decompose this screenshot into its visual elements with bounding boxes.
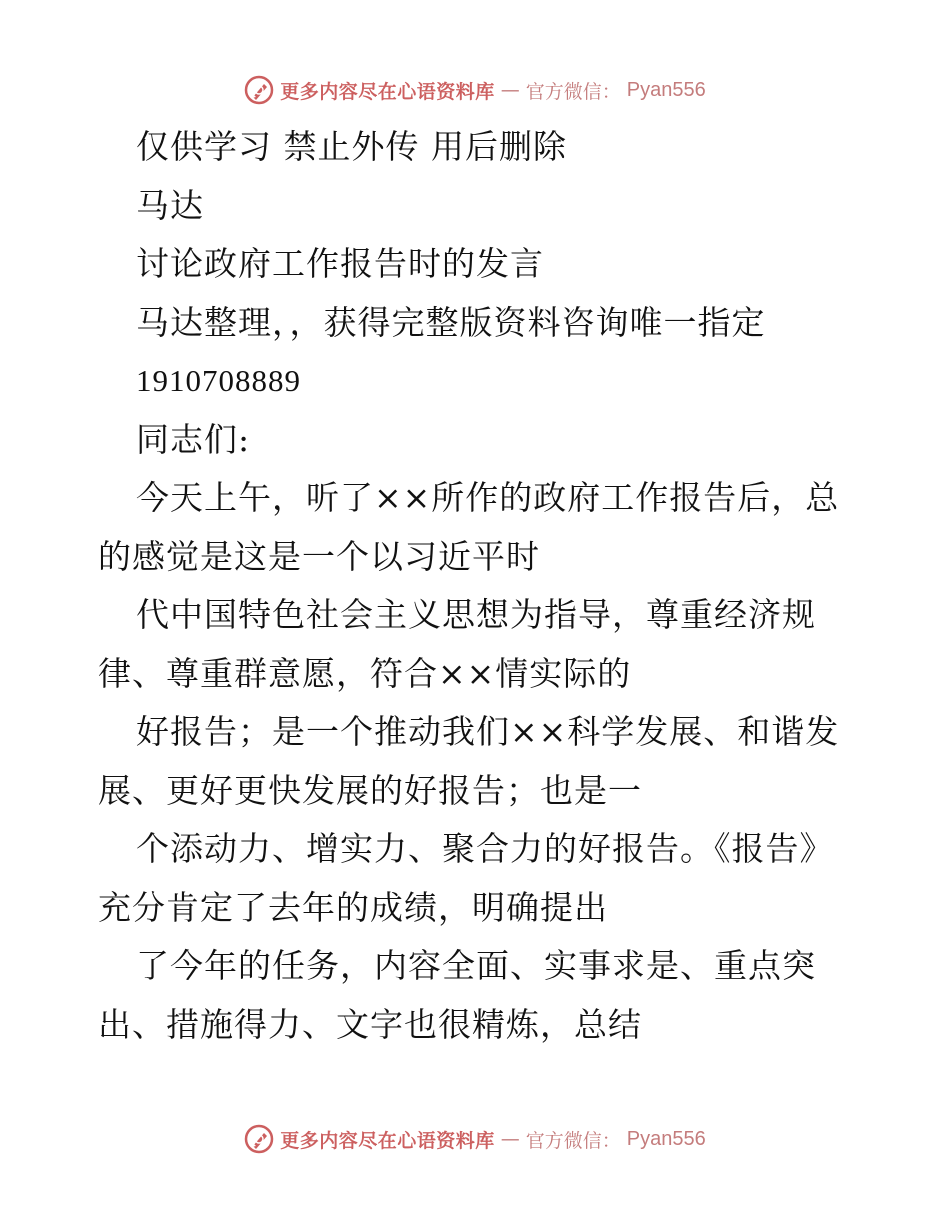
header-separator: — [500, 79, 520, 101]
footer-separator: — [500, 1128, 520, 1150]
paragraph-line: 今天上午，听了××所作的政府工作报告后，总 [136, 478, 840, 517]
paragraph-line: 律、尊重群意愿，符合××情实际的 [98, 653, 632, 693]
paragraph-line: 展、更好更快发展的好报告；也是一 [98, 770, 642, 810]
notice-line: 仅供学习 禁止外传 用后删除 [136, 127, 567, 166]
salutation: 同志们: [136, 419, 251, 459]
footer-wechat-label: 官方微信： [525, 1129, 621, 1152]
document-title: 讨论政府工作报告时的发言 [136, 244, 544, 283]
paragraph-line: 出、措施得力、文字也很精炼，总结 [98, 1004, 642, 1044]
contact-number: 1910708889 [136, 363, 301, 398]
header-site-text: 更多内容尽在心语资料库 [280, 80, 495, 103]
paragraph-line: 的感觉是这是一个以习近平时 [98, 536, 540, 576]
footer-wechat-id: Pyan556 [626, 1127, 706, 1150]
pen-logo-icon [244, 1124, 274, 1154]
footer-watermark [0, 1119, 950, 1159]
header-wechat-label: 官方微信： [525, 80, 621, 103]
footer-site-text: 更多内容尽在心语资料库 [280, 1129, 495, 1152]
paragraph-line: 代中国特色社会主义思想为指导，尊重经济规 [136, 595, 816, 634]
document-body [98, 118, 858, 1054]
paragraph-line: 好报告；是一个推动我们××科学发展、和谐发 [136, 712, 840, 751]
paragraph-line: 个添动力、增实力、聚合力的好报告。《报告》 [136, 829, 834, 868]
source-line: 马达整理，，获得完整版资料咨询唯一指定 [136, 302, 766, 342]
paragraph-line: 了今年的任务，内容全面、实事求是、重点突 [136, 946, 816, 985]
author-line: 马达 [136, 185, 204, 225]
pen-logo-icon [244, 75, 274, 105]
header-watermark [0, 70, 950, 110]
paragraph-line: 充分肯定了去年的成绩，明确提出 [98, 887, 608, 927]
header-wechat-id: Pyan556 [626, 78, 706, 101]
